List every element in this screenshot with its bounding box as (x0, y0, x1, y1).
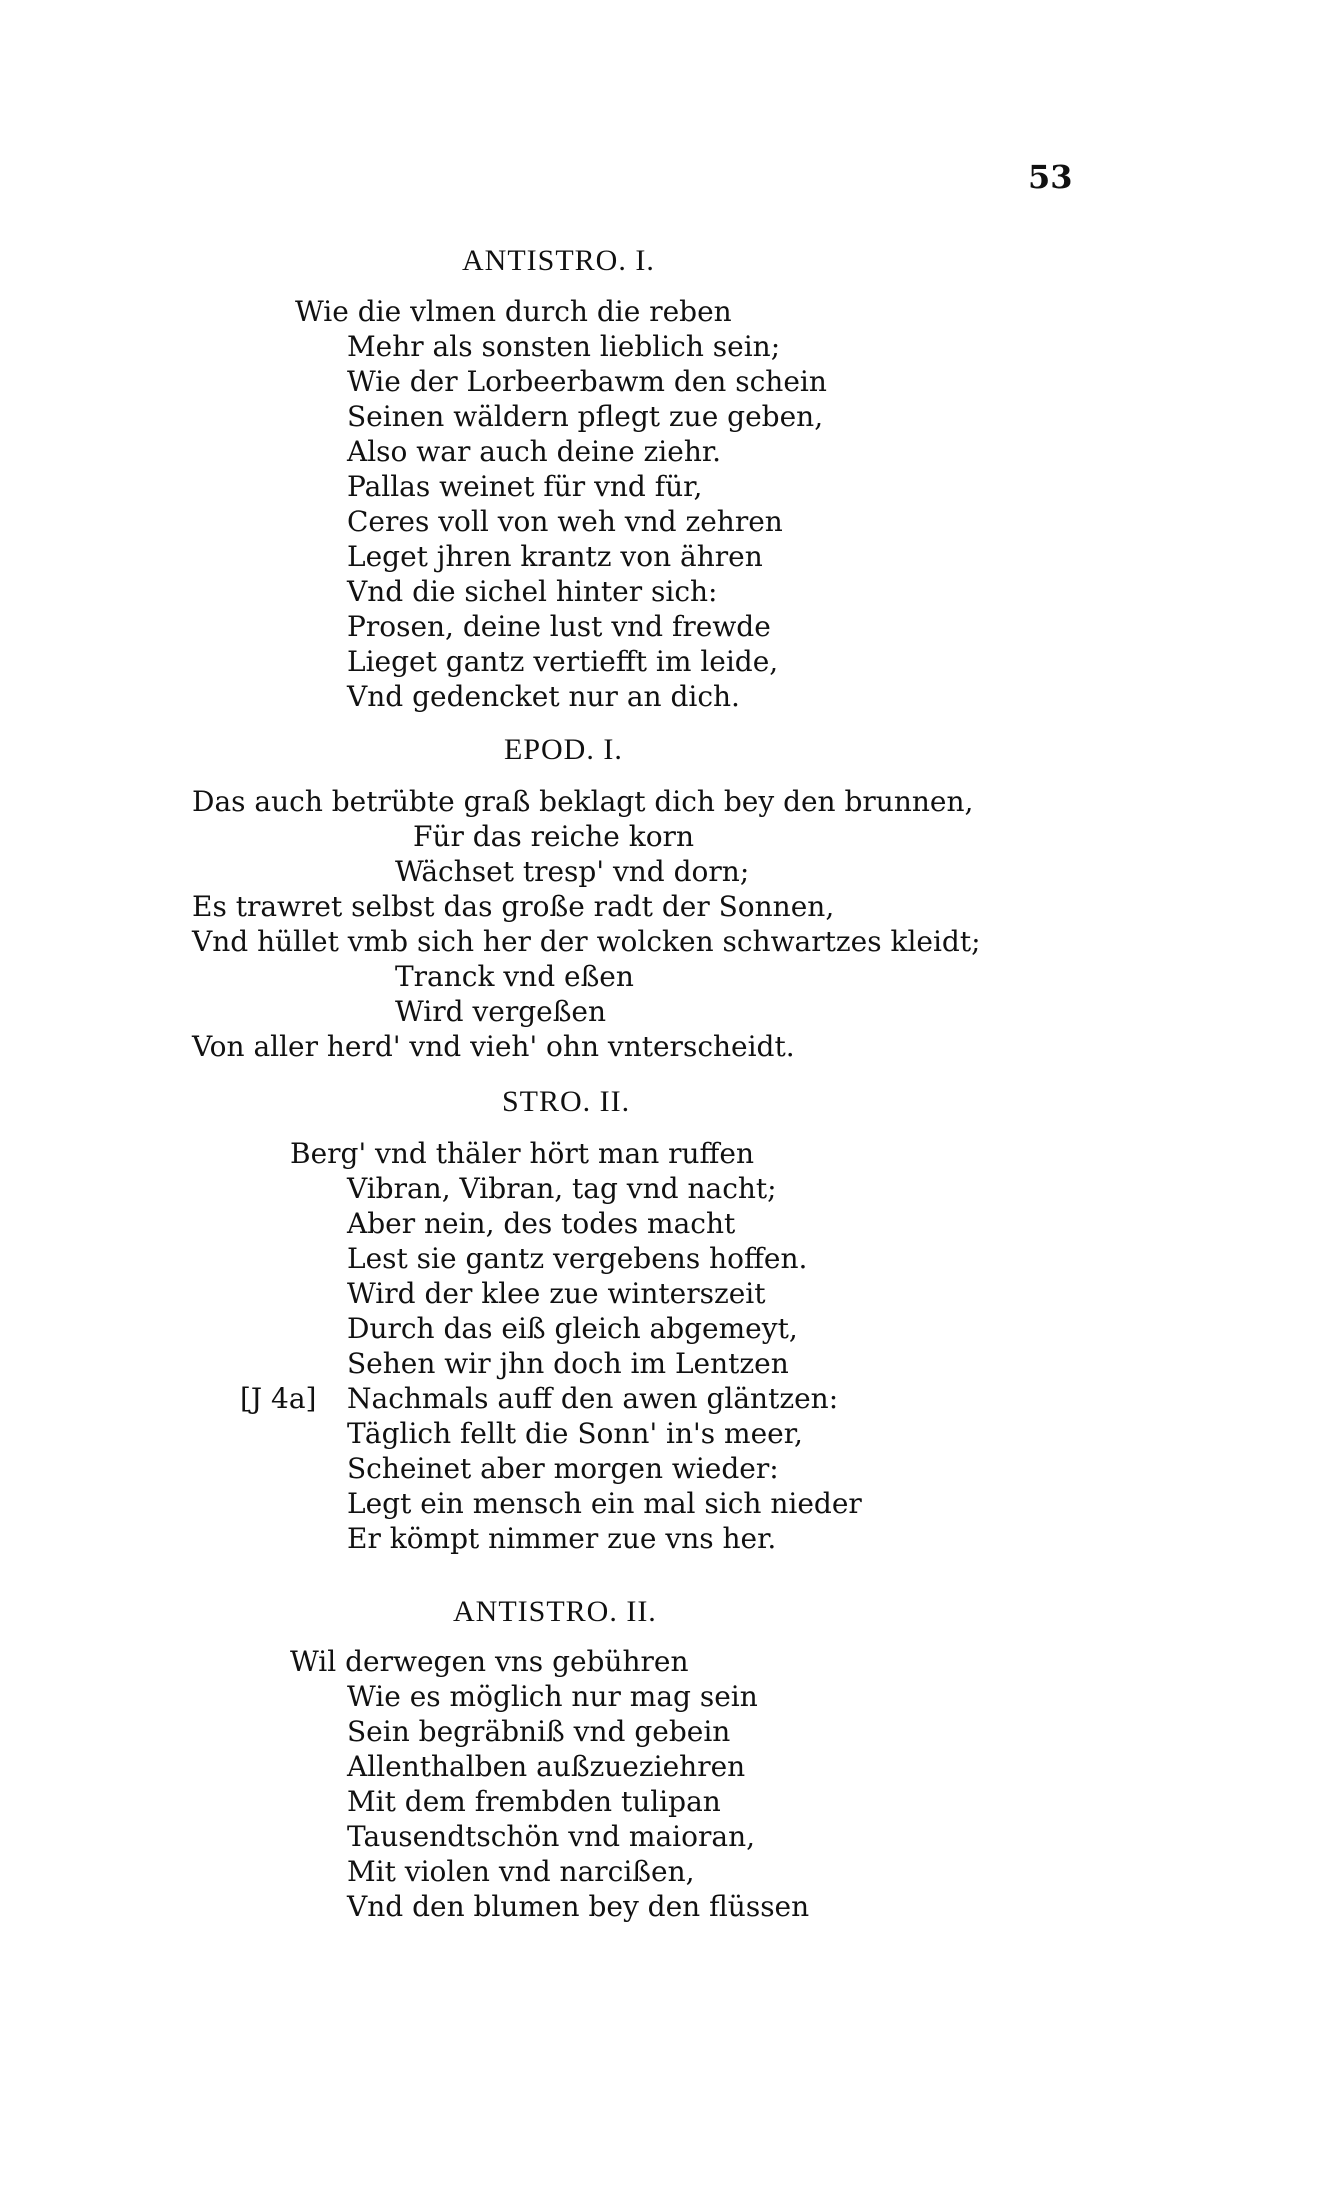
verse-line: Wie der Lorbeerbawm den schein (347, 365, 827, 398)
verse-line: Durch das eiß gleich abgemeyt, (347, 1312, 798, 1345)
verse-line: Ceres voll von weh vnd zehren (347, 505, 783, 538)
verse-line: Wird vergeßen (395, 995, 607, 1028)
verse-line: Tausendtschön vnd maioran, (347, 1820, 755, 1853)
verse-line: Vnd den blumen bey den flüssen (347, 1890, 810, 1923)
verse-line: Für das reiche korn (413, 820, 694, 853)
verse-line: Mehr als sonsten lieblich sein; (347, 330, 781, 363)
verse-line: Pallas weinet für vnd für, (347, 470, 703, 503)
verse-line: Wil derwegen vns gebühren (290, 1645, 689, 1678)
section-heading-antistro-1: ANTISTRO. I. (462, 244, 655, 277)
verse-line: Vibran, Vibran, tag vnd nacht; (347, 1172, 777, 1205)
verse-line: Täglich fellt die Sonn' in's meer, (347, 1417, 803, 1450)
verse-line: Wie die vlmen durch die reben (295, 295, 732, 328)
verse-line: Er kömpt nimmer zue vns her. (347, 1522, 777, 1555)
verse-line: Das auch betrübte graß beklagt dich bey den brunnen, (192, 785, 974, 818)
verse-line: Leget jhren krantz von ähren (347, 540, 763, 573)
verse-line: Von aller herd' vnd vieh' ohn vnterscheidt. (192, 1030, 795, 1063)
verse-line: Sein begräbniß vnd gebein (347, 1715, 731, 1748)
page-number: 53 (1028, 158, 1073, 196)
verse-line: Mit violen vnd narcißen, (347, 1855, 695, 1888)
verse-line: Vnd hüllet vmb sich her der wolcken schwartzes kleidt; (192, 925, 981, 958)
marginal-note: [J 4a] (240, 1382, 317, 1415)
verse-line: Lieget gantz vertiefft im leide, (347, 645, 779, 678)
verse-line: Also war auch deine ziehr. (347, 435, 722, 468)
section-heading-stro-2: STRO. II. (502, 1085, 631, 1118)
verse-line: Berg' vnd thäler hört man ruffen (290, 1137, 755, 1170)
verse-line: Lest sie gantz vergebens hoffen. (347, 1242, 808, 1275)
verse-line: Mit dem frembden tulipan (347, 1785, 721, 1818)
verse-line: Wie es möglich nur mag sein (347, 1680, 758, 1713)
verse-line: Scheinet aber morgen wieder: (347, 1452, 779, 1485)
verse-line: Tranck vnd eßen (395, 960, 634, 993)
verse-line: Prosen, deine lust vnd frewde (347, 610, 771, 643)
verse-line: Wird der klee zue winterszeit (347, 1277, 766, 1310)
section-heading-antistro-2: ANTISTRO. II. (453, 1595, 657, 1628)
section-heading-epod-1: EPOD. I. (504, 733, 623, 766)
verse-line: Nachmals auff den awen gläntzen: (347, 1382, 839, 1415)
verse-line: Vnd gedencket nur an dich. (347, 680, 740, 713)
verse-line: Seinen wäldern pflegt zue geben, (347, 400, 824, 433)
verse-line: Vnd die sichel hinter sich: (347, 575, 718, 608)
verse-line: Sehen wir jhn doch im Lentzen (347, 1347, 789, 1380)
verse-line: Allenthalben außzueziehren (347, 1750, 746, 1783)
verse-line: Es trawret selbst das große radt der Sonnen, (192, 890, 835, 923)
verse-line: Wächset tresp' vnd dorn; (395, 855, 750, 888)
verse-line: Aber nein, des todes macht (347, 1207, 736, 1240)
verse-line: Legt ein mensch ein mal sich nieder (347, 1487, 862, 1520)
